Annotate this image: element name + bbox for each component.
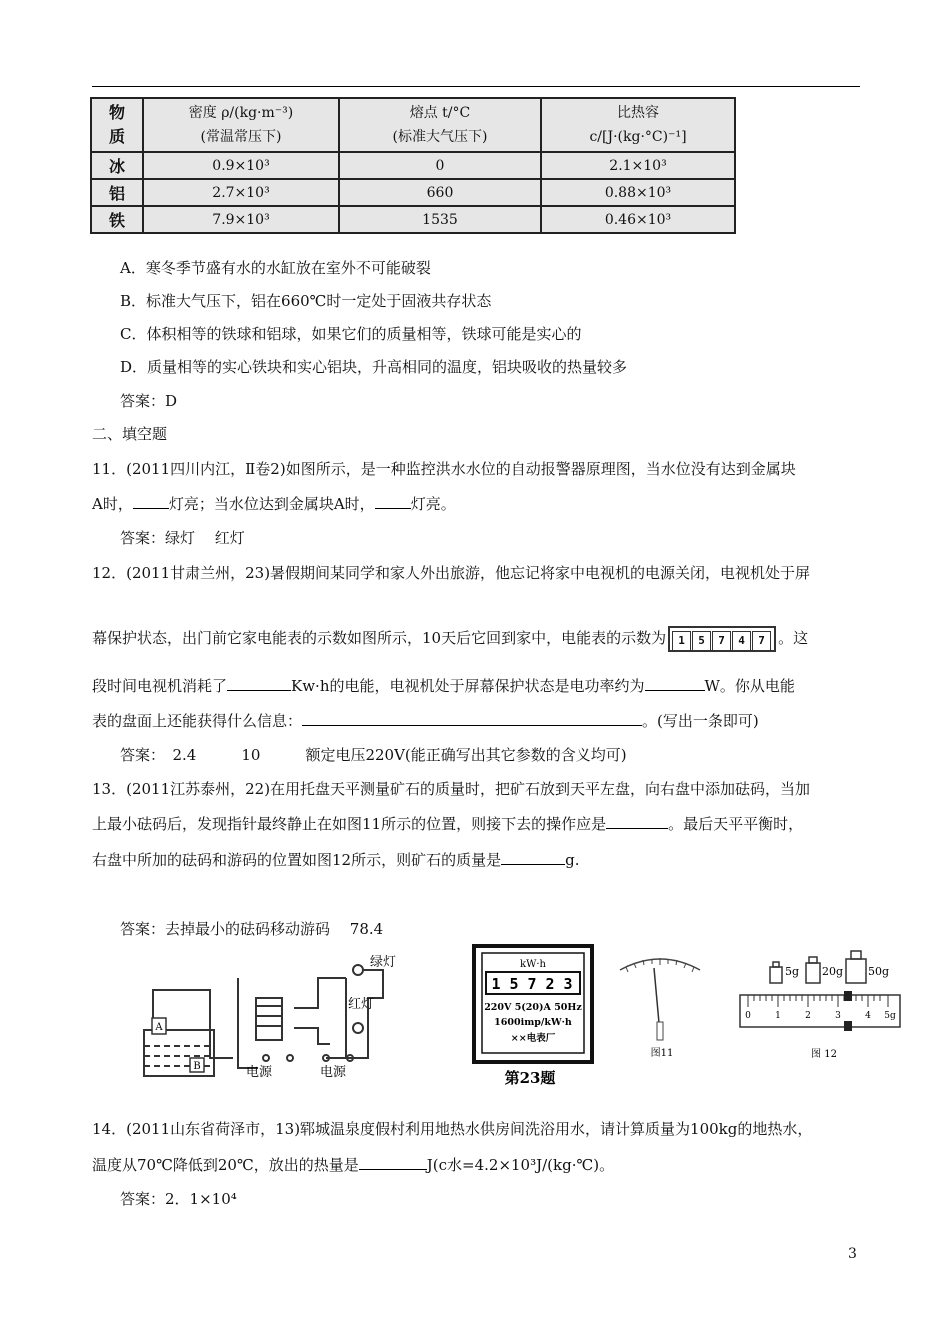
weight-50g-label: 50g	[868, 965, 890, 978]
table-cell: 0.9×10³	[143, 152, 339, 179]
q13-line3: 右盘中所加的砝码和游码的位置如图12所示，则矿石的质量是 g.	[92, 851, 580, 869]
option-d: D．质量相等的实心铁块和实心铝块，升高相同的温度，铝块吸收的热量较多	[120, 358, 628, 376]
meter-digit: 3	[563, 975, 573, 993]
weight-20g-label: 20g	[822, 965, 844, 978]
fig12-weights-scale	[736, 945, 906, 1063]
q12-line3: 段时间电视机消耗了 Kw·h的电能，电视机处于屏幕保护状态是电功率约为 W。你从电能	[92, 677, 795, 695]
meter-maker: ××电表厂	[510, 1033, 556, 1044]
table-cell: 7.9×10³	[143, 206, 339, 233]
fig11-balance-pointer	[612, 950, 708, 1060]
weight-5g-label: 5g	[785, 965, 800, 978]
scale-tick-label: 4	[865, 1011, 871, 1021]
option-a: A．寒冬季节盛有水的水缸放在室外不可能破裂	[120, 259, 431, 277]
blank	[375, 494, 411, 509]
blank	[501, 850, 565, 865]
red-light-label: 红灯	[348, 997, 375, 1012]
section-title: 二、填空题	[92, 425, 168, 443]
meter-digit: 5	[509, 975, 519, 993]
answer-q11: 答案：绿灯 红灯	[120, 529, 245, 547]
table-header-row	[91, 98, 735, 152]
meter-digit: 7	[527, 975, 537, 993]
q11-line1: 11．(2011四川内江，Ⅱ卷2)如图所示，是一种监控洪水水位的自动报警器原理图，当水位没有达到金属块	[92, 460, 796, 478]
metal-block-a-label: A	[155, 1022, 163, 1033]
option-c: C．体积相等的铁球和铝球，如果它们的质量相等，铁球可能是实心的	[120, 325, 582, 343]
blank	[606, 814, 668, 829]
header-material: 物 质	[91, 98, 143, 152]
scale-tick-label: 1	[775, 1011, 781, 1021]
q13-line1: 13．(2011江苏泰州，22)在用托盘天平测量矿石的质量时，把矿石放到天平左盘，向右盘中添加砝码，当加	[92, 780, 811, 798]
header-melting: 熔点 t/°C (标准大气压下)	[339, 98, 541, 152]
meter-digit: 1	[491, 975, 501, 993]
scale-tick-label: 2	[805, 1011, 811, 1021]
answer-q10: 答案：D	[120, 392, 178, 410]
power-source-2-label: 电源	[320, 1065, 347, 1080]
table-cell: 660	[339, 179, 541, 206]
q13-line2: 上最小砝码后，发现指针最终静止在如图11所示的位置，则接下去的操作应是 。最后天平平衡时，	[92, 815, 804, 833]
meter-unit: kW·h	[520, 959, 546, 970]
table-cell: 0.88×10³	[541, 179, 735, 206]
table-row	[91, 179, 735, 206]
blank	[133, 494, 169, 509]
meter-digit: 2	[545, 975, 555, 993]
power-source-1-label: 电源	[246, 1065, 273, 1080]
electric-meter-figure	[470, 943, 598, 1091]
header-rule	[92, 86, 860, 87]
material-properties-table	[90, 97, 736, 234]
q14-line2: 温度从70℃降低到20℃，放出的热量是 J(c水=4.2×10³J/(kg·℃)。	[92, 1156, 615, 1174]
table-row	[91, 206, 735, 233]
fig12-caption: 图 12	[811, 1049, 837, 1060]
answer-q13: 答案：去掉最小的砝码移动游码 78.4	[120, 920, 384, 938]
blank	[302, 711, 642, 726]
table-cell: 铝	[91, 179, 143, 206]
table-row	[91, 152, 735, 179]
meter-reading: 1 5 7 4 7	[668, 626, 776, 652]
blank	[645, 676, 705, 691]
q14-line1: 14．(2011山东省荷泽市，13)郓城温泉度假村利用地热水供房间洗浴用水，请计算质量为100kg的地热水，	[92, 1120, 813, 1138]
header-density: 密度 ρ/(kg·m⁻³) (常温常压下)	[143, 98, 339, 152]
scale-tick-label: 0	[745, 1011, 751, 1021]
header-heat: 比热容 c/[J·(kg·°C)⁻¹]	[541, 98, 735, 152]
table-cell: 1535	[339, 206, 541, 233]
meter-caption: 第23题	[504, 1069, 556, 1087]
answer-q12: 答案： 2.4 10 额定电压220V(能正确写出其它参数的含义均可)	[120, 746, 627, 764]
q12-line2: 幕保护状态，出门前它家电能表的示数如图所示，10天后它回到家中，电能表的示数为 1 5 7 4 7 。这	[92, 626, 808, 652]
blank	[359, 1155, 427, 1170]
q12-line1: 12．(2011甘肃兰州，23)暑假期间某同学和家人外出旅游，他忘记将家中电视机的电源关闭，电视机处于屏	[92, 564, 811, 582]
table-cell: 0.46×10³	[541, 206, 735, 233]
table-cell: 0	[339, 152, 541, 179]
alarm-circuit-figure	[118, 948, 418, 1080]
green-light-label: 绿灯	[370, 955, 397, 970]
table-cell: 铁	[91, 206, 143, 233]
page-number: 3	[848, 1246, 857, 1262]
fig11-caption: 图11	[650, 1048, 674, 1059]
table-cell: 2.1×10³	[541, 152, 735, 179]
answer-q14: 答案：2．1×10⁴	[120, 1190, 237, 1208]
scale-tick-label: 3	[835, 1011, 841, 1021]
blank	[227, 676, 291, 691]
q11-line2: A时， 灯亮；当水位达到金属块A时， 灯亮。	[92, 495, 456, 513]
metal-block-b-label: B	[193, 1061, 201, 1072]
option-b: B．标准大气压下，铝在660℃时一定处于固液共存状态	[120, 292, 492, 310]
meter-spec-2: 1600imp/kW·h	[494, 1017, 572, 1028]
scale-tick-label: 5g	[884, 1011, 896, 1021]
q12-line4: 表的盘面上还能获得什么信息： 。(写出一条即可)	[92, 712, 759, 730]
table-cell: 2.7×10³	[143, 179, 339, 206]
table-cell: 冰	[91, 152, 143, 179]
meter-spec-1: 220V 5(20)A 50Hz	[484, 1002, 582, 1013]
